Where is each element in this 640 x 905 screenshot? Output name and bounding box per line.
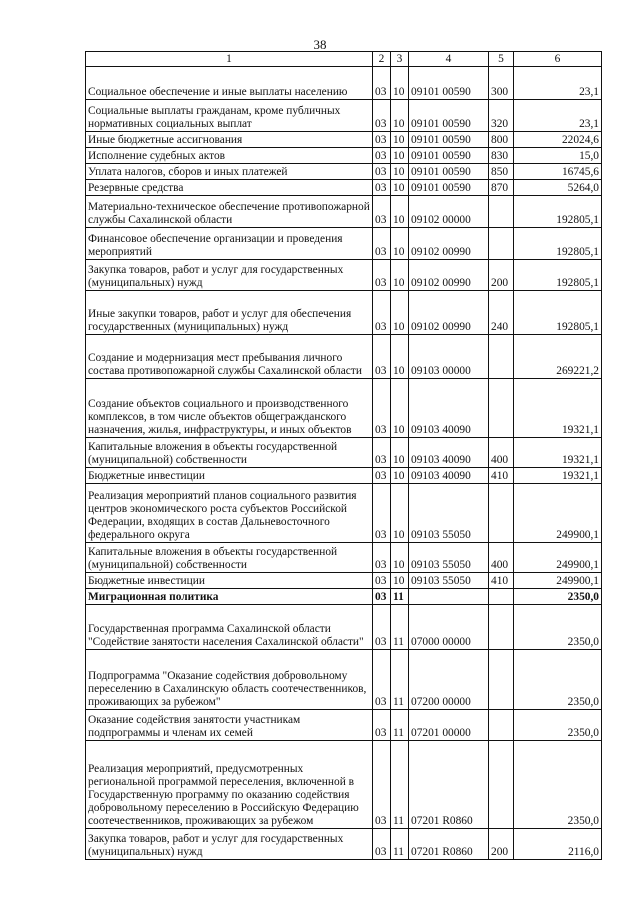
subsection-code-cell: 10 <box>391 335 409 379</box>
row-name-cell: Реализация мероприятий, предусмотренных региональной программой переселения, включенной в Государственную программу по оказанию содействия добровольному переселению в Российскую Федерацию соотечественников, проживающих за рубежом <box>86 741 373 829</box>
row-name-cell: Иные бюджетные ассигнования <box>86 132 373 148</box>
amount-cell: 249900,1 <box>514 484 602 543</box>
subsection-code-cell: 11 <box>391 605 409 650</box>
table-row <box>86 589 602 605</box>
row-name-cell: Исполнение судебных актов <box>86 148 373 164</box>
subsection-code-cell: 10 <box>391 484 409 543</box>
row-name-cell: Создание объектов социального и производственного комплексов, в том числе объектов общегражданского назначения, жилья, инфраструктуры, и иных объектов <box>86 379 373 438</box>
target-article-cell: 09103 55050 <box>409 543 489 573</box>
column-header: 6 <box>514 52 602 67</box>
column-header: 5 <box>489 52 514 67</box>
section-code-cell: 03 <box>373 291 391 335</box>
expense-type-cell: 800 <box>489 132 514 148</box>
amount-cell: 19321,1 <box>514 468 602 484</box>
subsection-code-cell: 11 <box>391 741 409 829</box>
section-code-cell: 03 <box>373 710 391 741</box>
table-row <box>86 573 602 589</box>
row-name-cell: Создание и модернизация мест пребывания личного состава противопожарной службы Сахалинской области <box>86 335 373 379</box>
subsection-code-cell: 10 <box>391 438 409 468</box>
section-code-cell: 03 <box>373 573 391 589</box>
section-code-cell: 03 <box>373 589 391 605</box>
subsection-code-cell: 11 <box>391 650 409 710</box>
expense-type-cell: 240 <box>489 291 514 335</box>
table-row <box>86 484 602 543</box>
amount-cell: 23,1 <box>514 67 602 100</box>
page-number: 38 <box>313 37 327 52</box>
amount-cell: 192805,1 <box>514 196 602 228</box>
expense-type-cell: 400 <box>489 543 514 573</box>
target-article-cell: 07000 00000 <box>409 605 489 650</box>
expense-type-cell <box>489 228 514 260</box>
amount-cell: 23,1 <box>514 100 602 132</box>
subsection-code-cell: 10 <box>391 180 409 196</box>
amount-cell: 19321,1 <box>514 438 602 468</box>
row-name-cell: Реализация мероприятий планов социального развития центров экономического роста субъектов Российской Федерации, входящих в состав Дальневосточного федерального округа <box>86 484 373 543</box>
row-name-cell: Уплата налогов, сборов и иных платежей <box>86 164 373 180</box>
expense-type-cell <box>489 589 514 605</box>
target-article-cell: 09103 40090 <box>409 438 489 468</box>
amount-cell: 16745,6 <box>514 164 602 180</box>
section-code-cell: 03 <box>373 484 391 543</box>
target-article-cell: 09101 00590 <box>409 148 489 164</box>
amount-cell: 2350,0 <box>514 710 602 741</box>
section-code-cell: 03 <box>373 543 391 573</box>
target-article-cell: 09101 00590 <box>409 132 489 148</box>
table-row <box>86 260 602 291</box>
amount-cell: 19321,1 <box>514 379 602 438</box>
target-article-cell: 09101 00590 <box>409 100 489 132</box>
row-name-cell: Капитальные вложения в объекты государственной (муниципальной) собственности <box>86 543 373 573</box>
subsection-code-cell: 10 <box>391 543 409 573</box>
table-row <box>86 650 602 710</box>
expense-type-cell: 410 <box>489 468 514 484</box>
target-article-cell: 07201 R0860 <box>409 741 489 829</box>
expense-type-cell <box>489 379 514 438</box>
budget-table <box>85 51 602 860</box>
amount-cell: 2350,0 <box>514 605 602 650</box>
expense-type-cell <box>489 484 514 543</box>
amount-cell: 192805,1 <box>514 291 602 335</box>
column-header: 1 <box>86 52 373 67</box>
section-code-cell: 03 <box>373 196 391 228</box>
table-row <box>86 710 602 741</box>
amount-cell: 249900,1 <box>514 543 602 573</box>
expense-type-cell: 870 <box>489 180 514 196</box>
target-article-cell: 07201 R0860 <box>409 829 489 860</box>
table-row <box>86 438 602 468</box>
section-code-cell: 03 <box>373 164 391 180</box>
table-row <box>86 335 602 379</box>
subsection-code-cell: 10 <box>391 468 409 484</box>
section-code-cell: 03 <box>373 829 391 860</box>
row-name-cell: Бюджетные инвестиции <box>86 573 373 589</box>
amount-cell: 2350,0 <box>514 650 602 710</box>
row-name-cell: Социальное обеспечение и иные выплаты населению <box>86 67 373 100</box>
table-row <box>86 196 602 228</box>
row-name-cell: Государственная программа Сахалинской области "Содействие занятости населения Сахалинской области" <box>86 605 373 650</box>
expense-type-cell: 410 <box>489 573 514 589</box>
target-article-cell: 07200 00000 <box>409 650 489 710</box>
target-article-cell <box>409 589 489 605</box>
table-row <box>86 164 602 180</box>
expense-type-cell: 200 <box>489 829 514 860</box>
table-header-row <box>86 52 602 67</box>
table-row <box>86 291 602 335</box>
row-name-cell: Миграционная политика <box>86 589 373 605</box>
column-header: 4 <box>409 52 489 67</box>
table-row <box>86 829 602 860</box>
subsection-code-cell: 10 <box>391 260 409 291</box>
subsection-code-cell: 10 <box>391 291 409 335</box>
table-row <box>86 741 602 829</box>
expense-type-cell: 830 <box>489 148 514 164</box>
expense-type-cell <box>489 196 514 228</box>
amount-cell: 249900,1 <box>514 573 602 589</box>
amount-cell: 2116,0 <box>514 829 602 860</box>
expense-type-cell: 850 <box>489 164 514 180</box>
expense-type-cell <box>489 650 514 710</box>
amount-cell: 192805,1 <box>514 260 602 291</box>
target-article-cell: 09102 00990 <box>409 260 489 291</box>
section-code-cell: 03 <box>373 438 391 468</box>
subsection-code-cell: 10 <box>391 228 409 260</box>
target-article-cell: 09101 00590 <box>409 67 489 100</box>
row-name-cell: Материально-техническое обеспечение противопожарной службы Сахалинской области <box>86 196 373 228</box>
amount-cell: 269221,2 <box>514 335 602 379</box>
amount-cell: 2350,0 <box>514 741 602 829</box>
subsection-code-cell: 10 <box>391 196 409 228</box>
amount-cell: 15,0 <box>514 148 602 164</box>
subsection-code-cell: 10 <box>391 573 409 589</box>
table-row <box>86 100 602 132</box>
target-article-cell: 09101 00590 <box>409 164 489 180</box>
target-article-cell: 09103 55050 <box>409 484 489 543</box>
table-row <box>86 605 602 650</box>
subsection-code-cell: 10 <box>391 379 409 438</box>
section-code-cell: 03 <box>373 335 391 379</box>
target-article-cell: 09103 40090 <box>409 468 489 484</box>
subsection-code-cell: 10 <box>391 164 409 180</box>
row-name-cell: Иные закупки товаров, работ и услуг для обеспечения государственных (муниципальных) нужд <box>86 291 373 335</box>
row-name-cell: Резервные средства <box>86 180 373 196</box>
section-code-cell: 03 <box>373 100 391 132</box>
row-name-cell: Финансовое обеспечение организации и проведения мероприятий <box>86 228 373 260</box>
target-article-cell: 09103 40090 <box>409 379 489 438</box>
table-row <box>86 468 602 484</box>
section-code-cell: 03 <box>373 650 391 710</box>
target-article-cell: 09102 00000 <box>409 196 489 228</box>
table-row <box>86 180 602 196</box>
section-code-cell: 03 <box>373 741 391 829</box>
section-code-cell: 03 <box>373 67 391 100</box>
target-article-cell: 09103 00000 <box>409 335 489 379</box>
target-article-cell: 09102 00990 <box>409 228 489 260</box>
expense-type-cell: 200 <box>489 260 514 291</box>
section-code-cell: 03 <box>373 468 391 484</box>
table-row <box>86 132 602 148</box>
amount-cell: 2350,0 <box>514 589 602 605</box>
target-article-cell: 09101 00590 <box>409 180 489 196</box>
expense-type-cell: 320 <box>489 100 514 132</box>
subsection-code-cell: 11 <box>391 710 409 741</box>
subsection-code-cell: 11 <box>391 589 409 605</box>
expense-type-cell <box>489 741 514 829</box>
target-article-cell: 09102 00990 <box>409 291 489 335</box>
target-article-cell: 07201 00000 <box>409 710 489 741</box>
table-row <box>86 148 602 164</box>
column-header: 2 <box>373 52 391 67</box>
table-row <box>86 67 602 100</box>
target-article-cell: 09103 55050 <box>409 573 489 589</box>
column-header: 3 <box>391 52 409 67</box>
table-row <box>86 228 602 260</box>
expense-type-cell: 400 <box>489 438 514 468</box>
table-row <box>86 379 602 438</box>
expense-type-cell: 300 <box>489 67 514 100</box>
amount-cell: 192805,1 <box>514 228 602 260</box>
section-code-cell: 03 <box>373 379 391 438</box>
section-code-cell: 03 <box>373 148 391 164</box>
section-code-cell: 03 <box>373 180 391 196</box>
expense-type-cell <box>489 605 514 650</box>
section-code-cell: 03 <box>373 132 391 148</box>
subsection-code-cell: 10 <box>391 100 409 132</box>
row-name-cell: Подпрограмма "Оказание содействия добровольному переселению в Сахалинскую область соотечественников, проживающих за рубежом" <box>86 650 373 710</box>
table-row <box>86 543 602 573</box>
subsection-code-cell: 10 <box>391 148 409 164</box>
subsection-code-cell: 11 <box>391 829 409 860</box>
expense-type-cell <box>489 710 514 741</box>
row-name-cell: Бюджетные инвестиции <box>86 468 373 484</box>
expense-type-cell <box>489 335 514 379</box>
row-name-cell: Закупка товаров, работ и услуг для государственных (муниципальных) нужд <box>86 260 373 291</box>
subsection-code-cell: 10 <box>391 132 409 148</box>
subsection-code-cell: 10 <box>391 67 409 100</box>
row-name-cell: Социальные выплаты гражданам, кроме публичных нормативных социальных выплат <box>86 100 373 132</box>
amount-cell: 5264,0 <box>514 180 602 196</box>
row-name-cell: Закупка товаров, работ и услуг для государственных (муниципальных) нужд <box>86 829 373 860</box>
amount-cell: 22024,6 <box>514 132 602 148</box>
section-code-cell: 03 <box>373 260 391 291</box>
section-code-cell: 03 <box>373 605 391 650</box>
row-name-cell: Капитальные вложения в объекты государственной (муниципальной) собственности <box>86 438 373 468</box>
row-name-cell: Оказание содействия занятости участникам подпрограммы и членам их семей <box>86 710 373 741</box>
section-code-cell: 03 <box>373 228 391 260</box>
